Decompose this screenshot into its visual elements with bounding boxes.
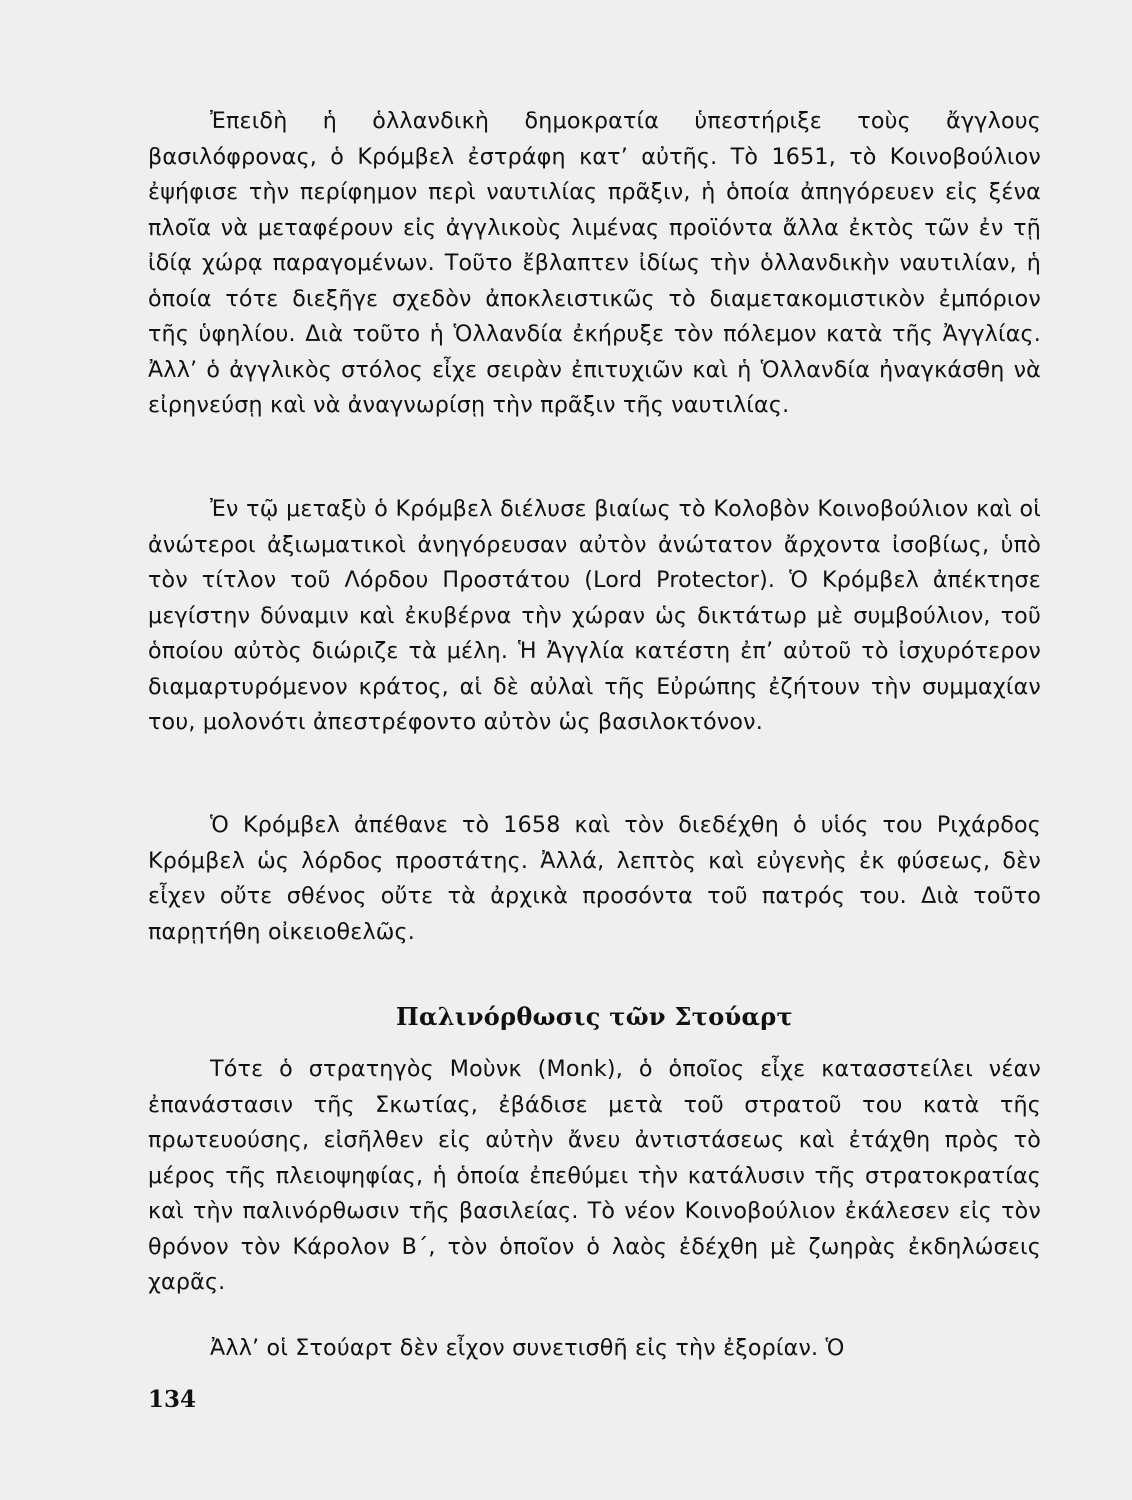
paragraph-richard-cromwell: Ὁ Κρόμβελ ἀπέθανε τὸ 1658 καὶ τὸν διεδέχθη ὁ υἱός του Ριχάρδος Κρόμβελ ὡς λόρδος προστάτης. Ἀλλά, λεπτὸς καὶ εὐγενὴς ἐκ φύσεως, δὲν εἶχεν οὔτε σθένος οὔτε τὰ ἀρχικὰ προσόντα τοῦ πατρός του. Διὰ τοῦτο παρῃτήθη οἰκειοθελῶς. [148,812,1041,945]
section-heading: Παλινόρθωσις τῶν Στούαρτ [396,1001,793,1031]
paragraph-lord-protector: Ἐν τῷ μεταξὺ ὁ Κρόμβελ διέλυσε βιαίως τὸ Κολοβὸν Κοινοβούλιον καὶ οἱ ἀνώτεροι ἀξιωματικοὶ ἀνηγόρευσαν αὐτὸν ἀνώτατον ἄρχοντα ἰσοβίως, ὑπὸ τὸν τίτλον τοῦ Λόρδου Προστάτου (Lord Protector). Ὁ Κρόμβελ ἀπέκτησε μεγίστην δύναμιν καὶ ἐκυβέρνα τὴν χώραν ὡς δικτάτωρ μὲ συμβούλιον, τοῦ ὁποίου αὐτὸς διώριζε τὰ μέλη. Ἡ Ἀγγλία κατέστη ἐπ’ αὐτοῦ τὸ ἰσχυρότερον διαμαρτυρόμενον κράτος, αἱ δὲ αὐλαὶ τῆς Εὐρώπης ἐζήτουν τὴν συμμαχίαν του, μολονότι ἀπεστρέφοντο αὐτὸν ὡς βασιλοκτόνον. [148,496,1041,735]
paragraph-dutch-war: Ἐπειδὴ ἡ ὁλλανδικὴ δημοκρατία ὑπεστήριξε τοὺς ἄγγλους βασιλόφρονας, ὁ Κρόμβελ ἐστράφη κατ’ αὐτῆς. Τὸ 1651, τὸ Κοινοβούλιον ἐψήφισε τὴν περίφημον περὶ ναυτιλίας πρᾶξιν, ἡ ὁποία ἀπηγόρευεν εἰς ξένα πλοῖα νὰ μεταφέρουν εἰς ἀγγλικοὺς λιμένας προϊόντα ἄλλα ἐκτὸς τῶν ἐν τῇ ἰδίᾳ χώρᾳ παραγομένων. Τοῦτο ἔβλαπτεν ἰδίως τὴν ὁλλανδικὴν ναυτιλίαν, ἡ ὁποία τότε διεξῆγε σχεδὸν ἀποκλειστικῶς τὸ διαμετακομιστικὸν ἐμπόριον τῆς ὑφηλίου. Διὰ τοῦτο ἡ Ὁλλανδία ἐκήρυξε τὸν πόλεμον κατὰ τῆς Ἀγγλίας. Ἀλλ’ ὁ ἀγγλικὸς στόλος εἶχε σειρὰν ἐπιτυχιῶν καὶ ἡ Ὁλλανδία ἠναγκάσθη νὰ εἰρηνεύσῃ καὶ νὰ ἀναγνωρίσῃ τὴν πρᾶξιν τῆς ναυτιλίας. [148,108,1041,418]
paragraph-stuarts-exile: Ἀλλ’ οἱ Στούαρτ δὲν εἶχον συνετισθῆ εἰς τὴν ἐξορίαν. Ὁ [210,1335,845,1361]
paragraph-monk-restoration: Τότε ὁ στρατηγὸς Μοὺνκ (Monk), ὁ ὁποῖος εἶχε κατασστείλει νέαν ἐπανάστασιν τῆς Σκωτίας, ἐβάδισε μετὰ τοῦ στρατοῦ του κατὰ τῆς πρωτευούσης, εἰσῆλθεν εἰς αὐτὴν ἄνευ ἀντιστάσεως καὶ ἐτάχθη πρὸς τὸ μέρος τῆς πλειοψηφίας, ἡ ὁποία ἐπεθύμει τὴν κατάλυσιν τῆς στρατοκρατίας καὶ τὴν παλινόρθωσιν τῆς βασιλείας. Τὸ νέον Κοινοβούλιον ἐκάλεσεν εἰς τὸν θρόνον τὸν Κάρολον Β΄, τὸν ὁποῖον ὁ λαὸς ἐδέχθη μὲ ζωηρὰς ἐκδηλώσεις χαρᾶς. [148,1056,1041,1295]
page-number: 134 [148,1386,197,1413]
